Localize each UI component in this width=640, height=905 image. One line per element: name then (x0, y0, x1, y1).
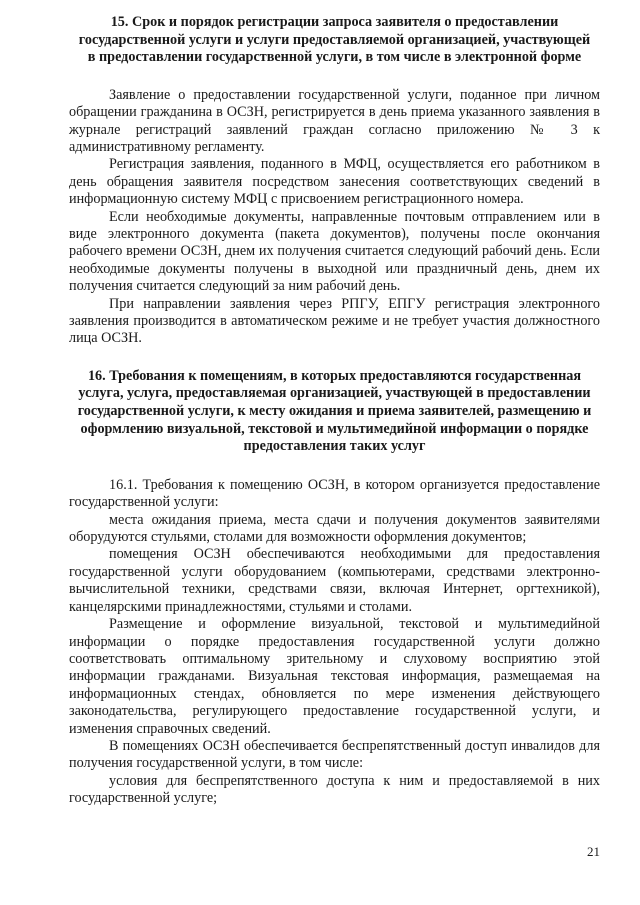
paragraph: Размещение и оформление визуальной, текстовой и мультимедийной информации о порядке предоставления государственной услуги должно соответствовать оптимальному зрительному и слуховому восприятию этой информации гражданами. Визуальная текстовая информация, размещаемая на информационных стендах, обновляется по мере изменения действующего законодательства, регулирующего предоставление государственной услуги, и изменения справочных сведений. (69, 616, 600, 737)
paragraph: В помещениях ОСЗН обеспечивается беспрепятственный доступ инвалидов для получения государственной услуги, в том числе: (69, 737, 600, 772)
section-15-heading: 15. Срок и порядок регистрации запроса заявителя о предоставлении государственной услуги и услуги предоставляемой организацией, участвующей в предоставлении государственной услуги, в том числе в электронной форме (78, 14, 591, 66)
paragraph: Регистрация заявления, поданного в МФЦ, осуществляется его работником в день обращения заявителя посредством занесения соответствующих сведений в информационную систему МФЦ с присвоением регистрационного номера. (69, 156, 600, 208)
section-16-body (69, 477, 600, 808)
paragraph: При направлении заявления через РПГУ, ЕПГУ регистрация электронного заявления производится в автоматическом режиме и не требует участия должностного лица ОСЗН. (69, 295, 600, 347)
paragraph: помещения ОСЗН обеспечиваются необходимыми для предоставления государственной услуги оборудованием (компьютерами, средствами электронно-вычислительной техники, средствами связи, включая Интернет, оргтехникой), канцелярскими принадлежностями, стульями и столами. (69, 546, 600, 615)
paragraph: Заявление о предоставлении государственной услуги, поданное при личном обращении гражданина в ОСЗН, регистрируется в день приема указанного заявления в журнале регистраций заявлений граждан согласно приложению № 3 к административному регламенту. (69, 86, 600, 155)
section-16-heading: 16. Требования к помещениям, в которых предоставляются государственная услуга, услуга, предоставляемая организацией, участвующей в предоставлении государственной услуги, к месту ожидания и приема заявителей, размещению и оформлению визуальной, текстовой и мультимедийной информации о порядке предоставления таких услуг (77, 367, 592, 455)
paragraph: условия для беспрепятственного доступа к ним и предоставляемой в них государственной услуге; (69, 772, 600, 807)
section-15-body (69, 87, 600, 348)
paragraph: 16.1. Требования к помещению ОСЗН, в котором организуется предоставление государственной услуги: (69, 476, 600, 511)
paragraph: места ожидания приема, места сдачи и получения документов заявителями оборудуются стульями, столами для возможности оформления документов; (69, 511, 600, 546)
page-number: 21 (587, 844, 600, 859)
paragraph: Если необходимые документы, направленные почтовым отправлением или в виде электронного документа (пакета документов), получены после окончания рабочего времени ОСЗН, днем их получения считается следующий рабочий день. Если необходимые документы получены в выходной или праздничный день, днем их получения считается следующий за ним рабочий день. (69, 208, 600, 295)
